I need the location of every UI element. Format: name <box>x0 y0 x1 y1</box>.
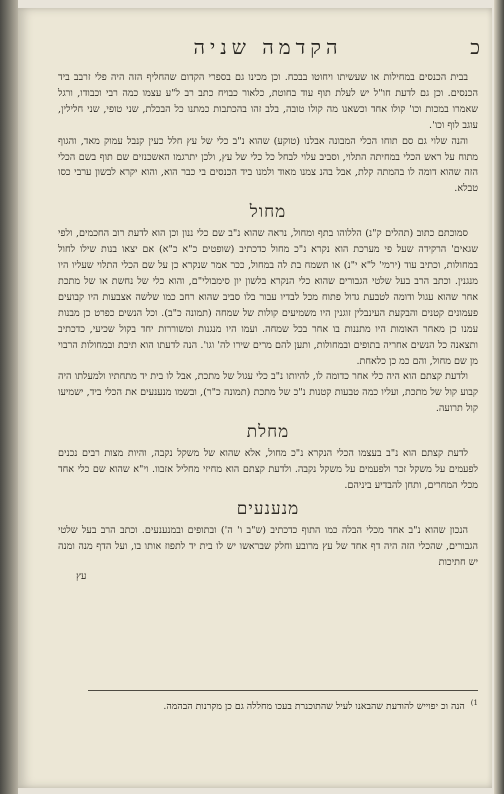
book-binding-gutter <box>0 0 18 794</box>
paragraph-3-0: הנכון שהוא נ"ב אחד מכלי הבלה כמו התוף כדכתיב (ש"ב ו' ה') ובתופים ובמנענעים. וכתב הרב בעל שלטי הגבורים, שהכלי הזה היה דף אחד של עץ מרובע וחלק שבראשו יש לו בית יד לתפוז אותו בו, ועל הדף מנה ומנה יש חתיכות <box>58 524 478 568</box>
section-heading-menaanim: מנענעים <box>236 498 300 519</box>
footnote-text: הנה וכ יפוייש להודעת שהבאנו לעיל שהתוכנרת בעכו מחללה גם כן מקרנות הבהמה. <box>163 701 465 713</box>
body-text <box>58 70 478 748</box>
page-number: כ <box>470 35 480 59</box>
book-page <box>18 8 492 788</box>
paragraph-1-0: סמוכתם כתוב (תהלים ק"נ) הללוהו בתף ומחול, נראה שהוא נ"ב שם כלי ננון וכן הוא לדעת רוב החכמים, ולפי שגאים' הרקידה שעל פי מערכת הוא נקרא נ"כ מחול כדכתיב (שופטים כ"א כ"א) אם יצאו בנות שילו לחול במחולות, וכתיב עוד (ירמי' ל"א י"נ) או תשמח בת לה במחול, ככר אמר שנקרא כן על שם הכלי התלוי שעליו היו מנגנין. וכתב הרב בעל שלטי הגבורים שהוא כלי הנקרא בלשון יון סימבולי"ם, והוא כלי של נחשת או של מתכת אחר שהוא עגול ודומה לטבעת גדול פתוח מכל לבדיו עבור בלו סביב שהוא רחב כמו שלשה אצבעות היו קבועים פעמונים קטנים והבקעת העינבלין זוגנין היו משמיעים קולות של שמחה (תמונה כ"ב). וכל הנשים כפרט כן מבנות עמנו כן מאחר האומות היו מתננות בו אחר בכל שמחה. ועמו היו מנגנות ומשוררות יחד בקול שכיעי, כדכתיב ותצאנה כל הנשים אחריה בתופים ובמחולות, ותען להם מרים שירו לה' וגו'. הנה לדעתו הוא תיבת ובמחולות הרבוי מן שם מחול, והם כמ כן כלאחת. <box>58 228 478 367</box>
running-head <box>58 34 478 60</box>
section-heading-machol: מחול <box>249 202 287 223</box>
running-title: הקדמה שניה <box>193 35 343 59</box>
page-edge-shadow <box>494 0 504 794</box>
footnote <box>58 696 478 714</box>
paragraph-1-1: ולדעת קצתם הוא היה כלי אחר כדומה לו, להיותו נ"ב כלי עגול של מתכת, אבל לו בית יד מתחתיו ולמעלתו היה קבוע קול של מתכת, ועליו כמה טבעות קטנות נ"כ של מתכת (תמונה כ"ר), ובשמו מנענעים את הכלי ביד, ישמיעו קול תרועה. <box>58 371 478 415</box>
paragraph-0-1: והנה שלוי גם סם תוחו הכלי המבונה אבלנו (טוקע) שהוא נ"ב כלי של עץ חלל כעין קנבל עמוק מאד, והגוף מתוח על ראש הכלי במחיתה התלוי, וסביב עלוי לבחל כל כלי של עץ, ולכן יתרגמו האשכנזים שם תוף בשם הכלי הזה שהוא דומה לו בהמתה קלת, אבל בהנ צמנו מאוד ולמנו ביד הכנסים בי כבר הוא, והוא יקרא לבשון ערבי כסו טבלא. <box>58 135 478 195</box>
continuation-word: עץ <box>76 570 87 582</box>
paragraph-0-0: בבית הכנסים במחילות או שעשיתו ויחוטו בבכח. וכן מכינו גם בספרי הקדום שהחליף הזה היה פלי זרבב ביד הכנסים. וכן גם לדעת חו"ל יש לעלת תוף עוד בחוטת, כלאור כבויח כתב רב ל"ע עצמו כמה רבי וכבודו, ורגל שאמרו במכות וכו' קולו אחד וכשאנו מה קולו טובה, בלב זהו בהכתבות כמתנו כל הבכלת, שני טופי, שני חלילין, עוגב לוף וכו'. <box>58 72 478 131</box>
section-heading-machalat: מחלת <box>246 422 290 443</box>
footnote-marker: 1) <box>470 699 478 707</box>
footnote-rule <box>88 690 478 691</box>
page-content <box>58 8 478 788</box>
paragraph-2-0: לדעת קצתם הוא נ"ב בעצמו הכלי הנקרא נ"כ מחול, אלא שהוא של משקל נקבה, והיות מצות רבים נכנים לפעמים על משקל זכר ולפעמים על משקל נקבה. ולדעת קצתם הוא מחיזי מחליל אזבוו. וי"א שהוא שם כלי אחד מכלי המחרים, ותחן להבדיע ביניהם. <box>58 448 478 491</box>
